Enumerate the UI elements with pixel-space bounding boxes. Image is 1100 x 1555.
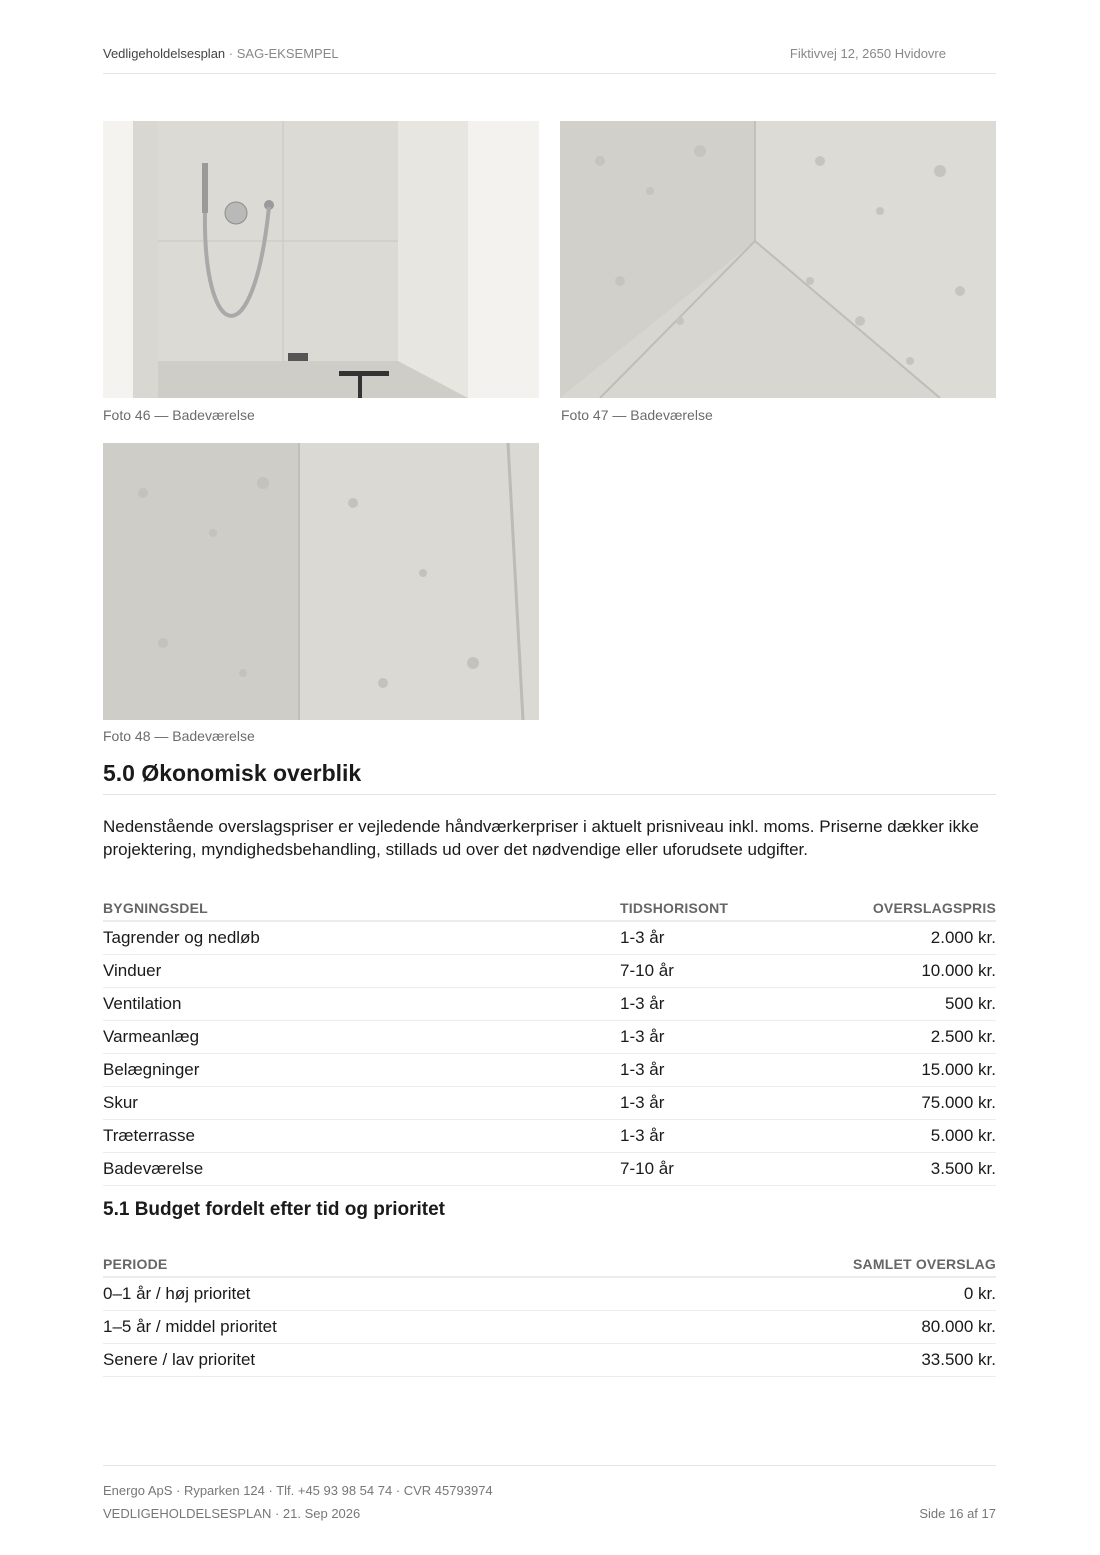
table-row <box>103 1343 996 1376</box>
cost-table-header <box>103 892 996 921</box>
cell-part: Belægninger <box>103 1053 620 1086</box>
cell-price: 10.000 kr. <box>810 954 996 987</box>
cell-horizon: 1-3 år <box>620 987 810 1020</box>
cell-price: 2.500 kr. <box>810 1020 996 1053</box>
cell-price: 500 kr. <box>810 987 996 1020</box>
cell-total: 0 kr. <box>703 1277 996 1310</box>
photo-48 <box>103 443 539 720</box>
photo-47 <box>560 121 996 398</box>
cell-part: Varmeanlæg <box>103 1020 620 1053</box>
col-tidshorisont: TIDSHORISONT <box>620 892 810 921</box>
table-row <box>103 1310 996 1343</box>
budget-table-header <box>103 1248 996 1277</box>
cell-price: 15.000 kr. <box>810 1053 996 1086</box>
cell-price: 5.000 kr. <box>810 1119 996 1152</box>
cell-period: 0–1 år / høj prioritet <box>103 1277 703 1310</box>
col-bygningsdel: BYGNINGSDEL <box>103 892 620 921</box>
table-row <box>103 954 996 987</box>
budget-table <box>103 1248 996 1377</box>
cell-part: Ventilation <box>103 987 620 1020</box>
photo-47-caption: Foto 47 — Badeværelse <box>561 407 713 423</box>
cell-period: Senere / lav prioritet <box>103 1343 703 1376</box>
table-row <box>103 1152 996 1185</box>
page-header <box>103 46 996 74</box>
cell-part: Tagrender og nedløb <box>103 921 620 954</box>
cell-horizon: 1-3 år <box>620 1086 810 1119</box>
page-footer <box>103 1465 996 1521</box>
table-row <box>103 987 996 1020</box>
header-doc-title: Vedligeholdelsesplan <box>103 46 226 61</box>
cell-part: Vinduer <box>103 954 620 987</box>
cell-horizon: 7-10 år <box>620 954 810 987</box>
col-samlet-overslag: SAMLET OVERSLAG <box>703 1248 996 1277</box>
col-periode: PERIODE <box>103 1248 703 1277</box>
cell-price: 2.000 kr. <box>810 921 996 954</box>
document-page <box>103 0 996 1555</box>
footer-company: Energo ApS · Ryparken 124 · Tlf. +45 93 98 54 74 · CVR 45793974 <box>103 1483 493 1498</box>
header-left <box>103 46 339 61</box>
table-row <box>103 1277 996 1310</box>
table-row <box>103 921 996 954</box>
cell-horizon: 1-3 år <box>620 921 810 954</box>
footer-doc: VEDLIGEHOLDELSESPLAN · 21. Sep 2026 <box>103 1506 361 1521</box>
photo-46-caption: Foto 46 — Badeværelse <box>103 407 255 423</box>
cell-total: 33.500 kr. <box>703 1343 996 1376</box>
header-case: · SAG-EKSEMPEL <box>228 46 339 61</box>
cost-table <box>103 892 996 1186</box>
table-row <box>103 1119 996 1152</box>
cell-part: Badeværelse <box>103 1152 620 1185</box>
cell-price: 75.000 kr. <box>810 1086 996 1119</box>
section-intro: Nedenstående overslagspriser er vejledende håndværkerpriser i aktuelt prisniveau inkl. moms. Priserne dækker ikke projektering, myndighedsbehandling, stillads ud over det nødvendige eller uforudsete udgifter. <box>103 817 979 859</box>
cell-horizon: 1-3 år <box>620 1020 810 1053</box>
photo-48-caption: Foto 48 — Badeværelse <box>103 728 255 744</box>
table-row <box>103 1053 996 1086</box>
section-heading: 5.0 Økonomisk overblik <box>103 760 996 795</box>
photo-46 <box>103 121 539 398</box>
cell-period: 1–5 år / middel prioritet <box>103 1310 703 1343</box>
cell-horizon: 1-3 år <box>620 1119 810 1152</box>
table-row <box>103 1020 996 1053</box>
cell-price: 3.500 kr. <box>810 1152 996 1185</box>
cell-part: Skur <box>103 1086 620 1119</box>
cell-horizon: 7-10 år <box>620 1152 810 1185</box>
col-overslagspris: OVERSLAGSPRIS <box>810 892 996 921</box>
table-row <box>103 1086 996 1119</box>
subsection-heading: 5.1 Budget fordelt efter tid og prioritet <box>103 1199 446 1220</box>
cell-part: Træterrasse <box>103 1119 620 1152</box>
footer-page-number: Side 16 af 17 <box>919 1506 996 1521</box>
cell-total: 80.000 kr. <box>703 1310 996 1343</box>
header-address: Fiktivvej 12, 2650 Hvidovre <box>789 46 946 61</box>
cell-horizon: 1-3 år <box>620 1053 810 1086</box>
